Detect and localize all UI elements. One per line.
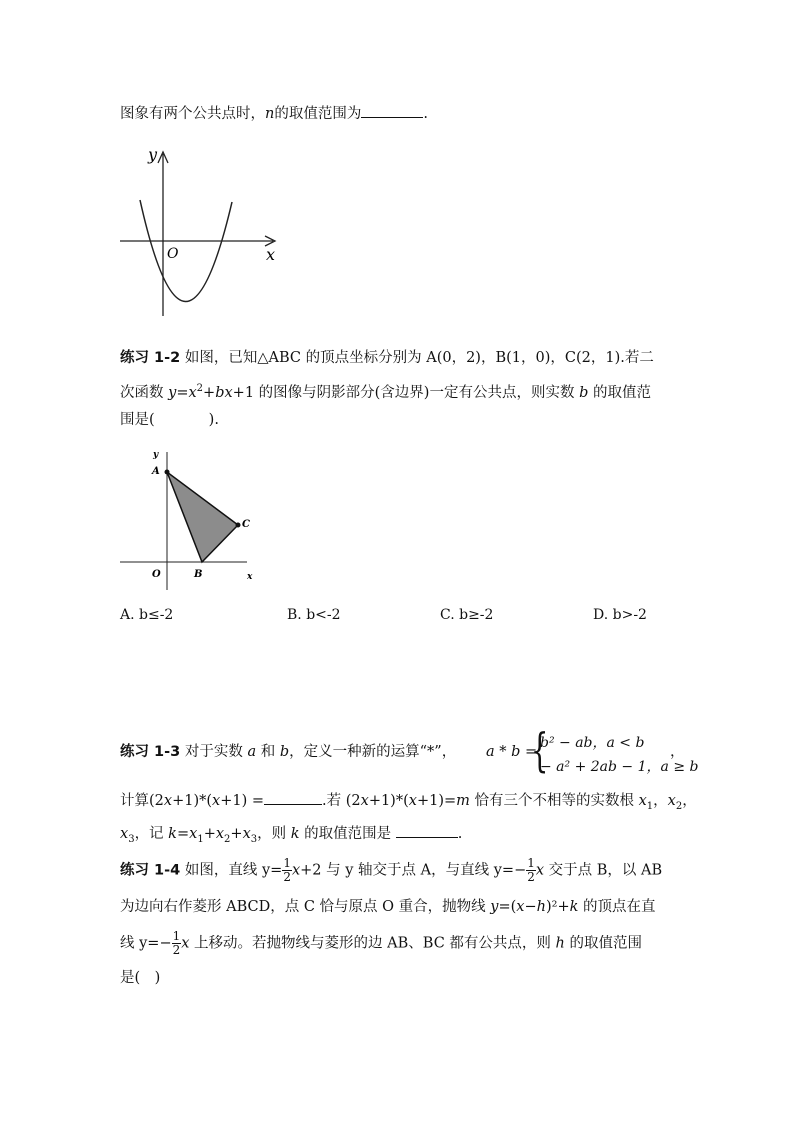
ex13-line1 (120, 742, 456, 762)
a-label: A (152, 466, 160, 477)
c-label: C (242, 519, 250, 530)
ex12-line3 (120, 410, 219, 430)
t: 2 (172, 943, 181, 957)
triangle-graph (115, 440, 275, 595)
answer-blank (396, 823, 458, 838)
t: k (569, 899, 579, 915)
ex13-line2 (120, 790, 697, 817)
fraction-half (172, 930, 182, 957)
option-c[interactable]: C. b≥-2 (440, 607, 494, 623)
t: b (279, 744, 290, 760)
t: 1 (197, 833, 204, 845)
t: 的取值范围 (564, 935, 642, 952)
t: +1 的图像与阴影部分(含边界)一定有公共点，则实数 (232, 384, 580, 401)
ex14-line1 (120, 857, 662, 884)
t: 2 (527, 870, 535, 884)
t: 线 y=− (120, 935, 172, 952)
shaded-triangle (167, 472, 238, 562)
t: 3 (250, 833, 258, 845)
t: x (667, 793, 676, 809)
intro-text-b: 的取值范围为 (274, 106, 362, 122)
option-d[interactable]: D. b>-2 (593, 607, 647, 623)
ex14-label: 练习 1-4 (120, 862, 181, 879)
t: 的取值范围是 (299, 826, 396, 842)
t: x (181, 935, 190, 952)
t: +2 与 y 轴交于点 A，与直线 y=− (300, 862, 527, 879)
x-label: x (247, 572, 253, 582)
t: 对于实数 (180, 744, 248, 760)
t: x (188, 384, 197, 401)
option-b[interactable]: B. b<-2 (287, 607, 341, 623)
t: a (247, 744, 257, 760)
t: ，则 (257, 826, 291, 842)
t: +1)= (416, 793, 457, 809)
t: 围是( (120, 412, 155, 428)
origin-label: O (167, 246, 179, 262)
y-label: y (148, 145, 158, 164)
t: 的顶点在直 (578, 899, 656, 915)
t: . (457, 826, 463, 842)
t: x (408, 793, 417, 809)
t: +1) = (220, 793, 265, 809)
ex14-line2 (120, 897, 656, 917)
point-c (236, 523, 241, 528)
fraction-half (282, 857, 292, 884)
t: 1 (646, 800, 654, 812)
answer-blank (264, 790, 322, 805)
t: x (163, 793, 173, 809)
t: 的取值范 (588, 384, 651, 401)
t: =( (498, 899, 517, 915)
t: 交于点 B，以 AB (544, 862, 663, 879)
ex14-line4: 是( ) (120, 970, 161, 986)
t: x (291, 862, 301, 879)
o-label: O (152, 569, 161, 580)
ex12-line1 (120, 348, 654, 368)
t: x (189, 826, 198, 842)
t: x (360, 793, 369, 809)
comma: ， (670, 744, 685, 760)
t: y (168, 384, 177, 401)
t: 2 (283, 870, 291, 884)
t: x (120, 826, 129, 842)
y-label: y (153, 450, 159, 460)
t: y (490, 899, 499, 915)
t: 1 (527, 856, 535, 870)
ex14-line3 (120, 930, 642, 957)
t: b (215, 384, 225, 401)
answer-blank (361, 103, 423, 118)
parabola-graph (110, 140, 290, 325)
t: b (579, 384, 589, 401)
t: +1)*( (172, 793, 213, 809)
t: 2 (196, 383, 204, 394)
t: k (168, 826, 177, 842)
t: 如图，直线 y= (180, 862, 283, 879)
t: + (203, 384, 216, 401)
ex12-label: 练习 1-2 (120, 350, 181, 366)
t: ， (682, 793, 697, 809)
t: 上移动。若抛物线与菱形的边 AB、BC 都有公共点，则 (189, 935, 556, 952)
var-n: n (265, 106, 275, 122)
ex13-label: 练习 1-3 (120, 744, 181, 760)
t: 1 (283, 856, 291, 870)
t: 计算(2 (120, 793, 164, 809)
case-2: − a² + 2ab − 1，a ≥ b (540, 759, 699, 775)
t: 次函数 (120, 384, 169, 401)
case-1: b² − ab，a < b (540, 735, 645, 751)
intro-text: 图象有两个公共点时， (120, 106, 265, 122)
b-label: B (194, 569, 203, 580)
t: + (230, 826, 243, 842)
t: ，记 (134, 826, 169, 842)
ex12-line2 (120, 379, 651, 403)
t: 3 (128, 833, 135, 845)
point-a (165, 470, 170, 475)
t: m (456, 793, 470, 809)
t: 2 (675, 800, 683, 812)
t: ). (208, 412, 219, 428)
t: − (524, 899, 537, 915)
t: x (212, 793, 221, 809)
intro-line (120, 103, 428, 124)
piecewise-brace: { (530, 723, 549, 777)
x-label: x (266, 245, 276, 264)
t: x (535, 862, 545, 879)
t: x (516, 899, 525, 915)
t: 为边向右作菱形 ABCD，点 C 恰与原点 O 重合，抛物线 (120, 899, 491, 915)
t: = (176, 384, 189, 401)
t: h (536, 899, 546, 915)
t: 和 (256, 744, 280, 760)
parabola-curve (140, 200, 232, 302)
t: x (224, 384, 233, 401)
t: 2 (224, 833, 231, 845)
t: .若 (2 (322, 793, 361, 809)
t: k (290, 826, 300, 842)
t: 恰有三个不相等的实数根 (469, 793, 639, 809)
t: h (555, 935, 565, 952)
t: +1)*( (368, 793, 409, 809)
t: x (638, 793, 647, 809)
t: ， (653, 793, 668, 809)
ex12-text1: 如图，已知△ABC 的顶点坐标分别为 A(0，2)，B(1，0)，C(2，1).若二 (180, 350, 654, 366)
period: . (423, 106, 428, 122)
option-a[interactable]: A. b≤-2 (120, 607, 174, 623)
t: x (215, 826, 225, 842)
fraction-half (526, 857, 536, 884)
t: 1 (172, 929, 181, 943)
t: ，定义一种新的运算“*”， (289, 744, 457, 760)
op-definition: a * b = (486, 744, 538, 760)
ex13-line3 (120, 823, 462, 850)
t: )²+ (545, 899, 570, 915)
t: x (242, 826, 251, 842)
t: + (203, 826, 216, 842)
t: = (176, 826, 190, 842)
